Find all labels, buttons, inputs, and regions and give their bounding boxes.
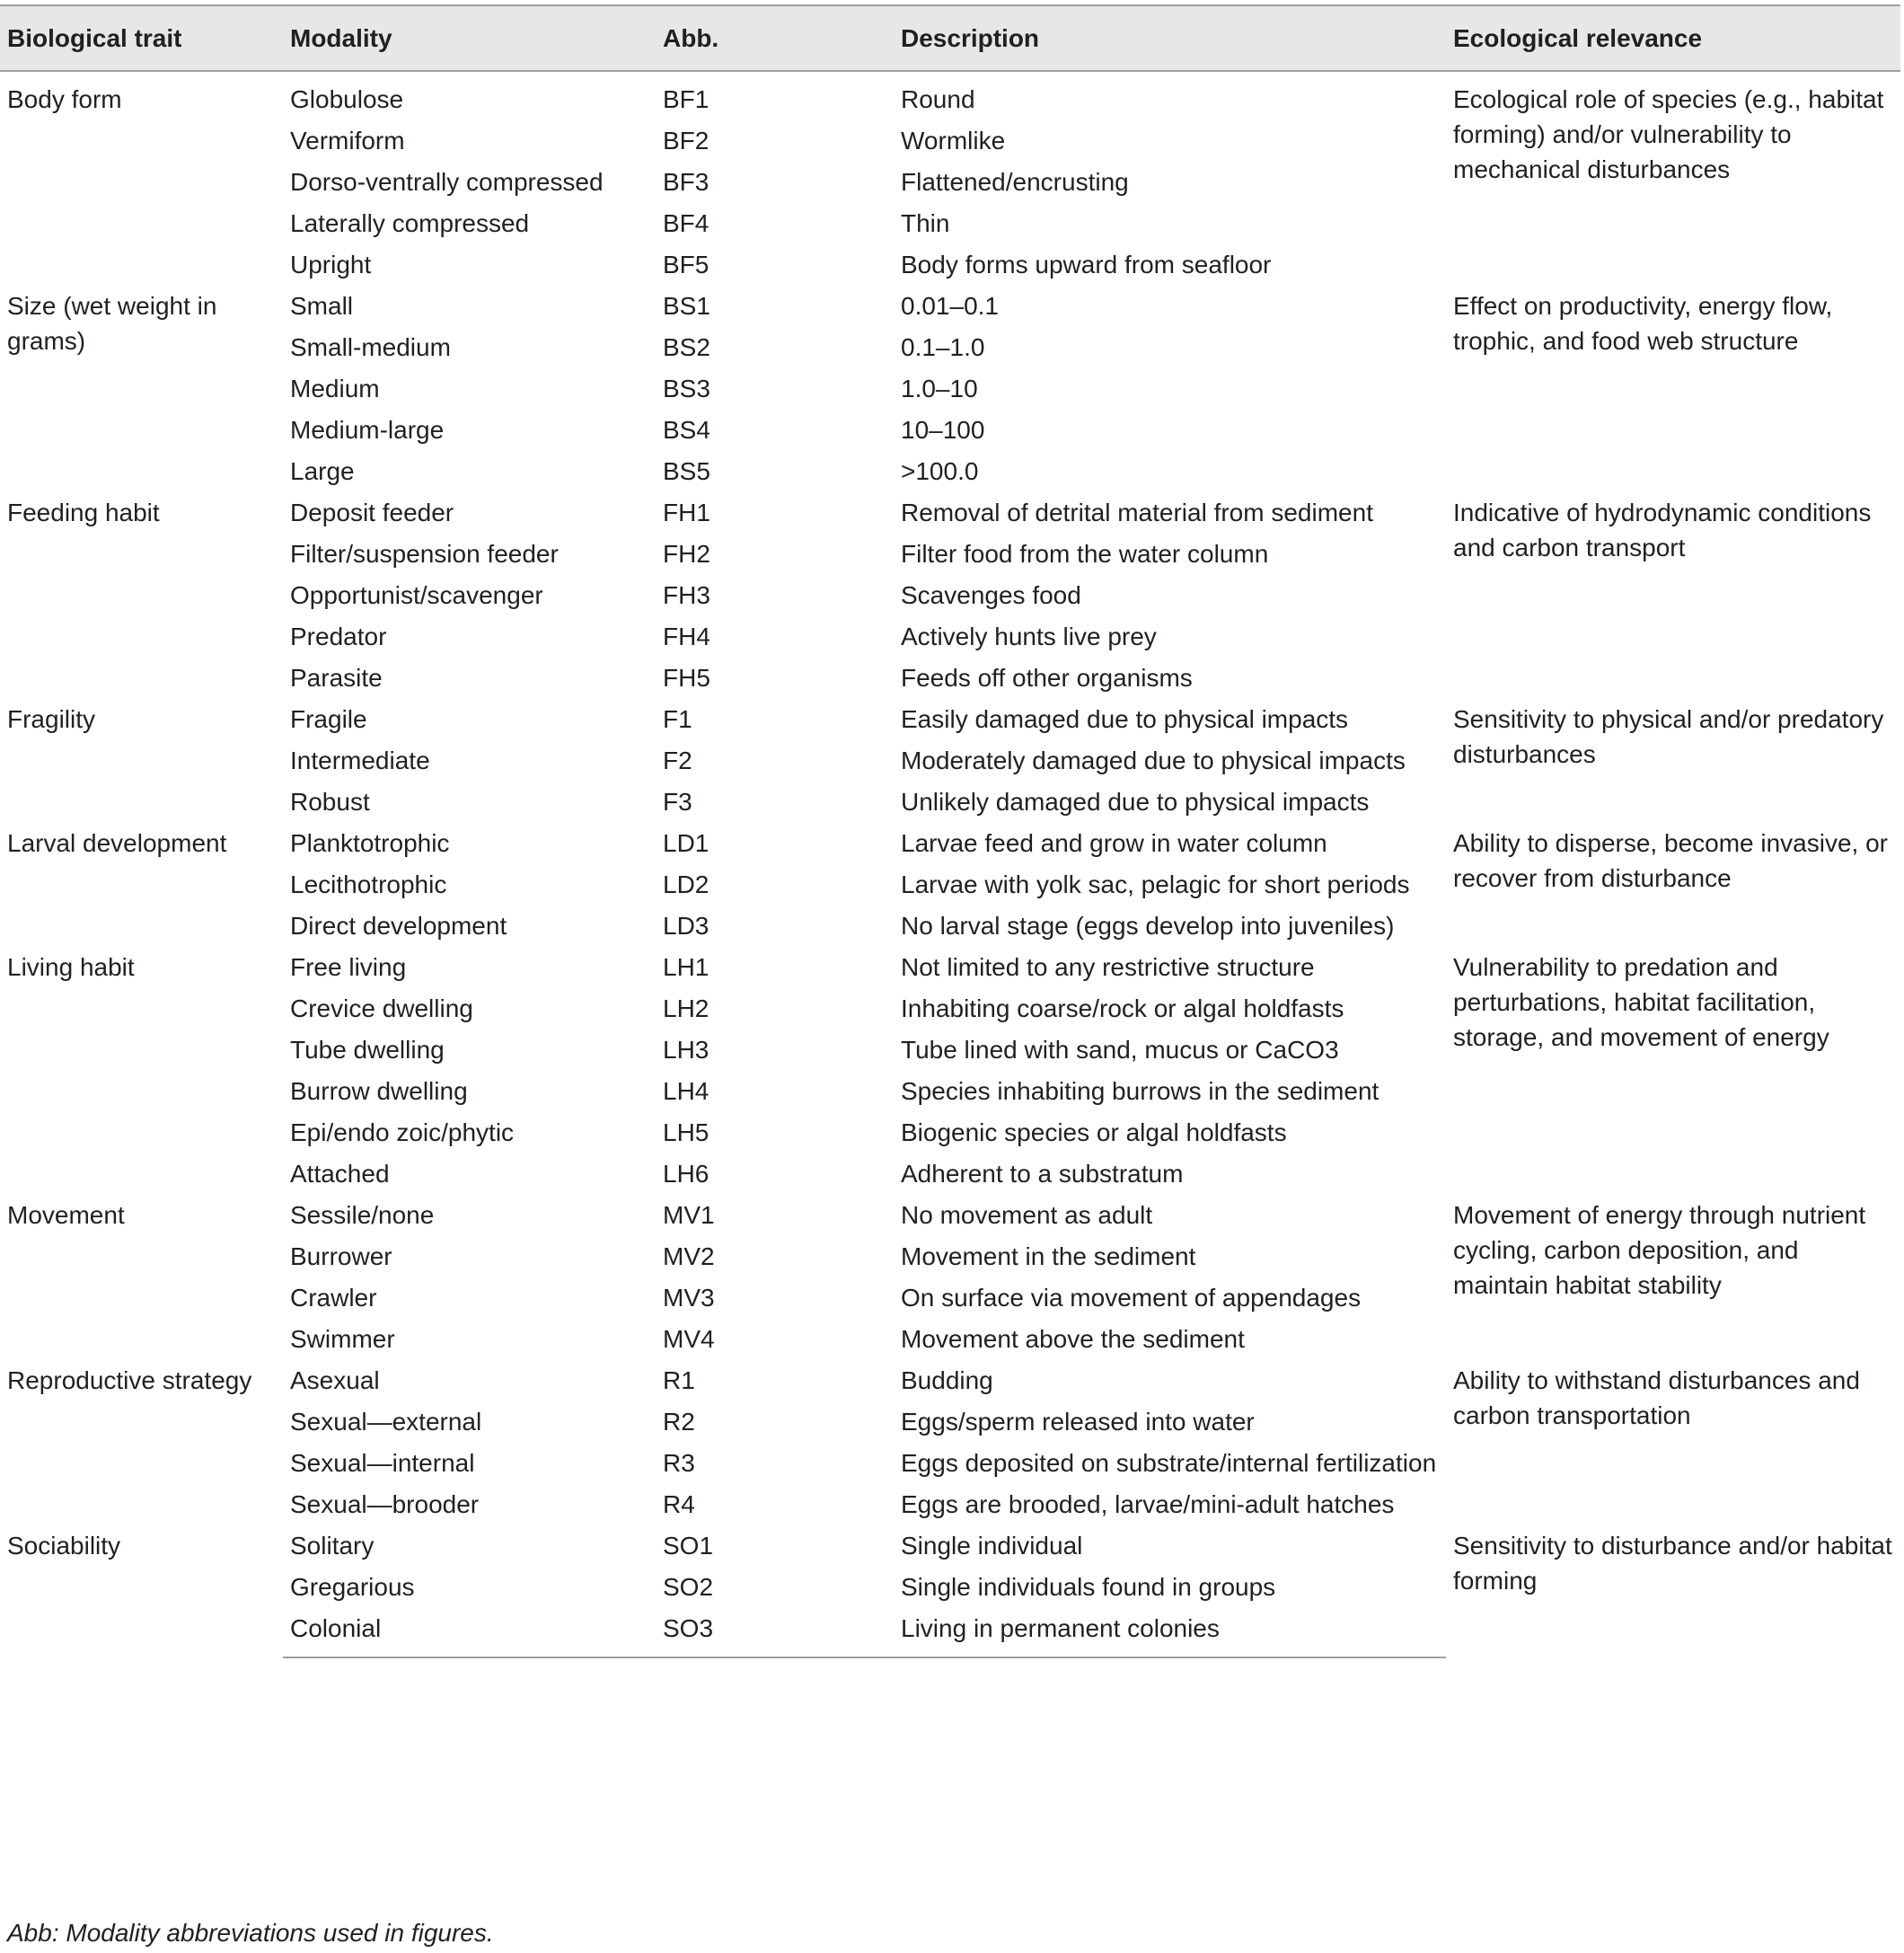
abbreviation-cell: BS1: [663, 292, 710, 320]
abbreviation-cell: LH6: [663, 1160, 710, 1188]
abbreviation-cell: FH4: [663, 623, 710, 650]
description-cell: Eggs/sperm released into water: [901, 1408, 1255, 1436]
trait-cell: Size (wet weight in grams): [7, 292, 217, 355]
abbreviation-cell: R1: [663, 1366, 695, 1394]
description-cell: Eggs are brooded, larvae/mini-adult hatches: [901, 1490, 1395, 1518]
description-cell: Scavenges food: [901, 581, 1081, 609]
description-cell: Larvae with yolk sac, pelagic for short periods: [901, 870, 1410, 898]
modality-cell: Crawler: [290, 1284, 377, 1312]
abbreviation-cell: BF3: [663, 168, 710, 196]
table-row: [0, 1524, 1900, 1566]
ecological-relevance-cell: Effect on productivity, energy flow, trophic, and food web structure: [1453, 292, 1833, 355]
description-cell: Larvae feed and grow in water column: [901, 829, 1327, 857]
description-cell: 1.0–10: [901, 375, 978, 402]
modality-cell: Opportunist/scavenger: [290, 581, 543, 609]
modality-cell: Sexual—external: [290, 1408, 482, 1436]
table-row: [0, 1194, 1900, 1235]
description-cell: Inhabiting coarse/rock or algal holdfasts: [901, 994, 1344, 1022]
description-cell: Single individuals found in groups: [901, 1573, 1276, 1601]
modality-cell: Asexual: [290, 1366, 380, 1394]
abbreviation-cell: BF2: [663, 127, 710, 155]
table-row: [0, 1359, 1900, 1401]
header-biological-trait: Biological trait: [0, 5, 283, 71]
abbreviation-cell: MV2: [663, 1242, 715, 1270]
description-cell: Round: [901, 85, 975, 113]
description-cell: No movement as adult: [901, 1201, 1153, 1229]
ecological-relevance-cell: Ecological role of species (e.g., habitat forming) and/or vulnerability to mechanical disturbances: [1453, 85, 1884, 183]
modality-cell: Sexual—internal: [290, 1449, 475, 1477]
modality-cell: Solitary: [290, 1532, 375, 1560]
abbreviation-cell: MV1: [663, 1201, 715, 1229]
abbreviation-cell: R3: [663, 1449, 695, 1477]
modality-cell: Burrower: [290, 1242, 392, 1270]
description-cell: Thin: [901, 209, 950, 237]
abbreviation-cell: BF4: [663, 209, 710, 237]
modality-cell: Intermediate: [290, 747, 430, 774]
trait-cell: Living habit: [7, 953, 135, 981]
modality-cell: Sessile/none: [290, 1201, 435, 1229]
abbreviation-cell: LH3: [663, 1036, 710, 1064]
modality-cell: Sexual—brooder: [290, 1490, 480, 1518]
modality-cell: Filter/suspension feeder: [290, 540, 559, 568]
modality-cell: Swimmer: [290, 1325, 395, 1353]
description-cell: 10–100: [901, 416, 985, 444]
ecological-relevance-cell: Sensitivity to physical and/or predatory disturbances: [1453, 705, 1884, 768]
table-header: [0, 5, 1900, 71]
abbreviation-cell: MV3: [663, 1284, 715, 1312]
modality-cell: Attached: [290, 1160, 390, 1188]
traits-table: [0, 4, 1900, 1658]
header-ecological-relevance: Ecological relevance: [1446, 5, 1900, 71]
description-cell: >100.0: [901, 457, 979, 485]
ecological-relevance-cell: Vulnerability to predation and perturbations, habitat facilitation, storage, and movement of energy: [1453, 953, 1829, 1051]
description-cell: Feeds off other organisms: [901, 664, 1193, 692]
description-cell: 0.1–1.0: [901, 333, 985, 361]
description-cell: Unlikely damaged due to physical impacts: [901, 788, 1370, 816]
modality-cell: Dorso-ventrally compressed: [290, 168, 604, 196]
modality-cell: Robust: [290, 788, 370, 816]
description-cell: Moderately damaged due to physical impacts: [901, 747, 1406, 774]
modality-cell: Small: [290, 292, 354, 320]
abbreviation-cell: BF5: [663, 251, 710, 278]
abbreviation-cell: BS5: [663, 457, 710, 485]
table-body: [0, 71, 1900, 1657]
modality-cell: Upright: [290, 251, 372, 278]
abbreviation-cell: R2: [663, 1408, 695, 1436]
modality-cell: Crevice dwelling: [290, 994, 473, 1022]
modality-cell: Lecithotrophic: [290, 870, 447, 898]
header-description: Description: [894, 5, 1446, 71]
trait-cell: Fragility: [7, 705, 96, 733]
modality-cell: Deposit feeder: [290, 499, 454, 526]
abbreviation-cell: FH1: [663, 499, 710, 526]
modality-cell: Fragile: [290, 705, 367, 733]
description-cell: Not limited to any restrictive structure: [901, 953, 1315, 981]
header-row: [0, 5, 1900, 71]
description-cell: Wormlike: [901, 127, 1006, 155]
abbreviation-cell: FH5: [663, 664, 710, 692]
table-footnote: Abb: Modality abbreviations used in figures.: [7, 1919, 494, 1947]
abbreviation-cell: R4: [663, 1490, 695, 1518]
description-cell: Species inhabiting burrows in the sediment: [901, 1077, 1380, 1105]
abbreviation-cell: SO3: [656, 1607, 894, 1657]
description-cell: Tube lined with sand, mucus or CaCO3: [901, 1036, 1339, 1064]
modality-cell: Small-medium: [290, 333, 451, 361]
description-cell: Body forms upward from seafloor: [901, 251, 1272, 278]
description-cell: No larval stage (eggs develop into juveniles): [901, 912, 1395, 940]
modality-cell: Medium: [290, 375, 380, 402]
abbreviation-cell: F2: [663, 747, 692, 774]
abbreviation-cell: BF1: [663, 85, 710, 113]
modality-cell: Tube dwelling: [290, 1036, 445, 1064]
description-cell: Single individual: [901, 1532, 1083, 1560]
modality-cell: Burrow dwelling: [290, 1077, 468, 1105]
table-row: [0, 285, 1900, 326]
trait-cell: Body form: [7, 85, 122, 113]
ecological-relevance-cell: Sensitivity to disturbance and/or habitat forming: [1453, 1532, 1892, 1595]
trait-cell: Sociability: [7, 1532, 121, 1560]
table-row: [0, 822, 1900, 863]
abbreviation-cell: F3: [663, 788, 692, 816]
description-cell: Eggs deposited on substrate/internal fertilization: [901, 1449, 1437, 1477]
ecological-relevance-cell: Ability to disperse, become invasive, or recover from disturbance: [1453, 829, 1888, 892]
description-cell: Flattened/encrusting: [901, 168, 1129, 196]
modality-cell: Globulose: [290, 85, 404, 113]
modality-cell: Gregarious: [290, 1573, 415, 1601]
abbreviation-cell: FH3: [663, 581, 710, 609]
abbreviation-cell: SO2: [663, 1573, 714, 1601]
abbreviation-cell: LD2: [663, 870, 710, 898]
modality-cell: Epi/endo zoic/phytic: [290, 1118, 515, 1146]
trait-cell: Movement: [7, 1201, 125, 1229]
description-cell: Movement above the sediment: [901, 1325, 1245, 1353]
table-row: [0, 946, 1900, 987]
abbreviation-cell: LD1: [663, 829, 710, 857]
description-cell: Living in permanent colonies: [894, 1607, 1446, 1657]
table-row: [0, 491, 1900, 533]
description-cell: 0.01–0.1: [901, 292, 999, 320]
abbreviation-cell: BS4: [663, 416, 710, 444]
header-abbreviation: Abb.: [656, 5, 894, 71]
abbreviation-cell: LH1: [663, 953, 710, 981]
table-row: [0, 71, 1900, 119]
abbreviation-cell: F1: [663, 705, 692, 733]
description-cell: Actively hunts live prey: [901, 623, 1157, 650]
trait-cell: Larval development: [7, 829, 227, 857]
description-cell: Adherent to a substratum: [901, 1160, 1184, 1188]
ecological-relevance-cell: Ability to withstand disturbances and carbon transportation: [1453, 1366, 1860, 1429]
description-cell: Movement in the sediment: [901, 1242, 1196, 1270]
description-cell: Removal of detrital material from sediment: [901, 499, 1373, 526]
table-row: [0, 698, 1900, 739]
modality-cell: Planktotrophic: [290, 829, 450, 857]
ecological-relevance-cell: Movement of energy through nutrient cycling, carbon deposition, and maintain habitat stability: [1453, 1201, 1866, 1299]
modality-cell: Laterally compressed: [290, 209, 530, 237]
trait-cell: Feeding habit: [7, 499, 160, 526]
modality-cell: Vermiform: [290, 127, 405, 155]
description-cell: Biogenic species or algal holdfasts: [901, 1118, 1287, 1146]
description-cell: Filter food from the water column: [901, 540, 1269, 568]
header-modality: Modality: [283, 5, 656, 71]
description-cell: Budding: [901, 1366, 993, 1394]
abbreviation-cell: BS2: [663, 333, 710, 361]
trait-cell: Reproductive strategy: [7, 1366, 252, 1394]
abbreviation-cell: MV4: [663, 1325, 715, 1353]
modality-cell: Medium-large: [290, 416, 445, 444]
ecological-relevance-cell: Indicative of hydrodynamic conditions and carbon transport: [1453, 499, 1872, 561]
abbreviation-cell: LH4: [663, 1077, 710, 1105]
abbreviation-cell: LH5: [663, 1118, 710, 1146]
description-cell: Easily damaged due to physical impacts: [901, 705, 1349, 733]
abbreviation-cell: SO1: [663, 1532, 714, 1560]
abbreviation-cell: LH2: [663, 994, 710, 1022]
modality-cell: Direct development: [290, 912, 507, 940]
modality-cell: Parasite: [290, 664, 383, 692]
abbreviation-cell: FH2: [663, 540, 710, 568]
modality-cell: Colonial: [283, 1607, 656, 1657]
abbreviation-cell: BS3: [663, 375, 710, 402]
modality-cell: Predator: [290, 623, 387, 650]
modality-cell: Large: [290, 457, 355, 485]
description-cell: On surface via movement of appendages: [901, 1284, 1362, 1312]
abbreviation-cell: LD3: [663, 912, 710, 940]
modality-cell: Free living: [290, 953, 407, 981]
